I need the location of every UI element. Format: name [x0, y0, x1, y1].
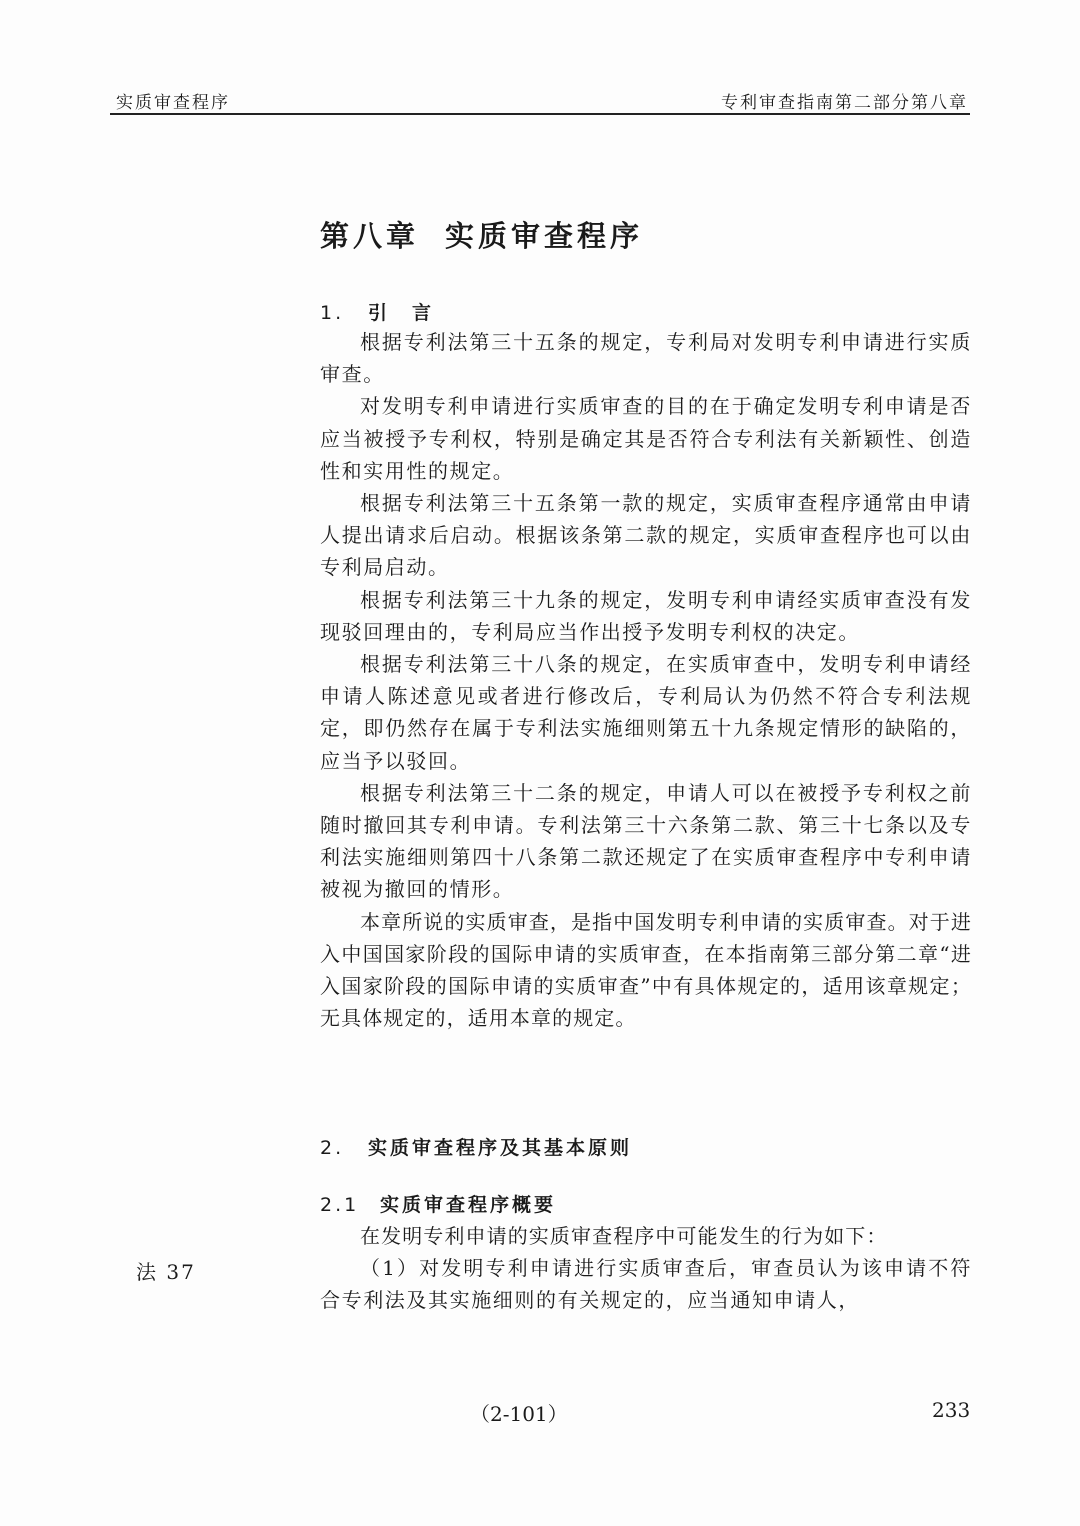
section-1-title: 引 言: [368, 302, 435, 324]
section-1-number: 1.: [320, 302, 345, 324]
header-left: 实质审查程序: [116, 93, 230, 113]
paragraph: 在发明专利申请的实质审查程序中可能发生的行为如下：: [360, 1224, 888, 1248]
section-1-heading: [320, 298, 434, 325]
paragraph: 根据专利法第三十九条的规定，发明专利申请经实质审查没有发现驳回理由的，专利局应当作出授予发明专利权的决定。: [320, 587, 972, 644]
header-right: 专利审查指南第二部分第八章: [721, 93, 968, 113]
section-2-1-heading: [320, 1190, 556, 1217]
paragraph: （1）对发明专利申请进行实质审查后，审查员认为该申请不符合专利法及其实施细则的有关规定的，应当通知申请人，: [320, 1256, 972, 1313]
section-1-body: [320, 326, 972, 1034]
page-code: （2-101）: [470, 1402, 568, 1426]
chapter-heading: [320, 214, 643, 255]
chapter-number: 第八章: [320, 219, 420, 253]
paragraph: 本章所说的实质审查，是指中国发明专利申请的实质审查。对于进入中国国家阶段的国际申请的实质审查，在本指南第三部分第二章“进入国家阶段的国际申请的实质审查”中有具体规定的，适用该章规定；无具体规定的，适用本章的规定。: [320, 909, 972, 1031]
paragraph: 根据专利法第三十五条第一款的规定，实质审查程序通常由申请人提出请求后启动。根据该条第二款的规定，实质审查程序也可以由专利局启动。: [320, 491, 972, 580]
section-2-1-number: 2.1: [320, 1194, 360, 1216]
section-2-1-title: 实质审查程序概要: [380, 1194, 557, 1216]
section-2-1-body: [320, 1220, 972, 1317]
header-rule: [110, 113, 970, 115]
section-2-heading: [320, 1133, 632, 1160]
page-number: 233: [932, 1398, 971, 1422]
paragraph: 根据专利法第三十八条的规定，在实质审查中，发明专利申请经申请人陈述意见或者进行修改后，专利局认为仍然不符合专利法规定，即仍然存在属于专利法实施细则第五十九条规定情形的缺陷的，应当予以驳回。: [320, 652, 972, 773]
paragraph: 根据专利法第三十五条的规定，专利局对发明专利申请进行实质审查。: [320, 330, 972, 387]
chapter-title: 实质审查程序: [445, 219, 644, 253]
section-2-title: 实质审查程序及其基本原则: [368, 1137, 633, 1159]
section-2-number: 2.: [320, 1137, 345, 1159]
margin-note: 法 37: [136, 1260, 196, 1284]
paragraph: 对发明专利申请进行实质审查的目的在于确定发明专利申请是否应当被授予专利权，特别是确定其是否符合专利法有关新颖性、创造性和实用性的规定。: [320, 394, 972, 483]
paragraph: 根据专利法第三十二条的规定，申请人可以在被授予专利权之前随时撤回其专利申请。专利法第三十六条第二款、第三十七条以及专利法实施细则第四十八条第二款还规定了在实质审查程序中专利申请被视为撤回的情形。: [320, 780, 972, 902]
